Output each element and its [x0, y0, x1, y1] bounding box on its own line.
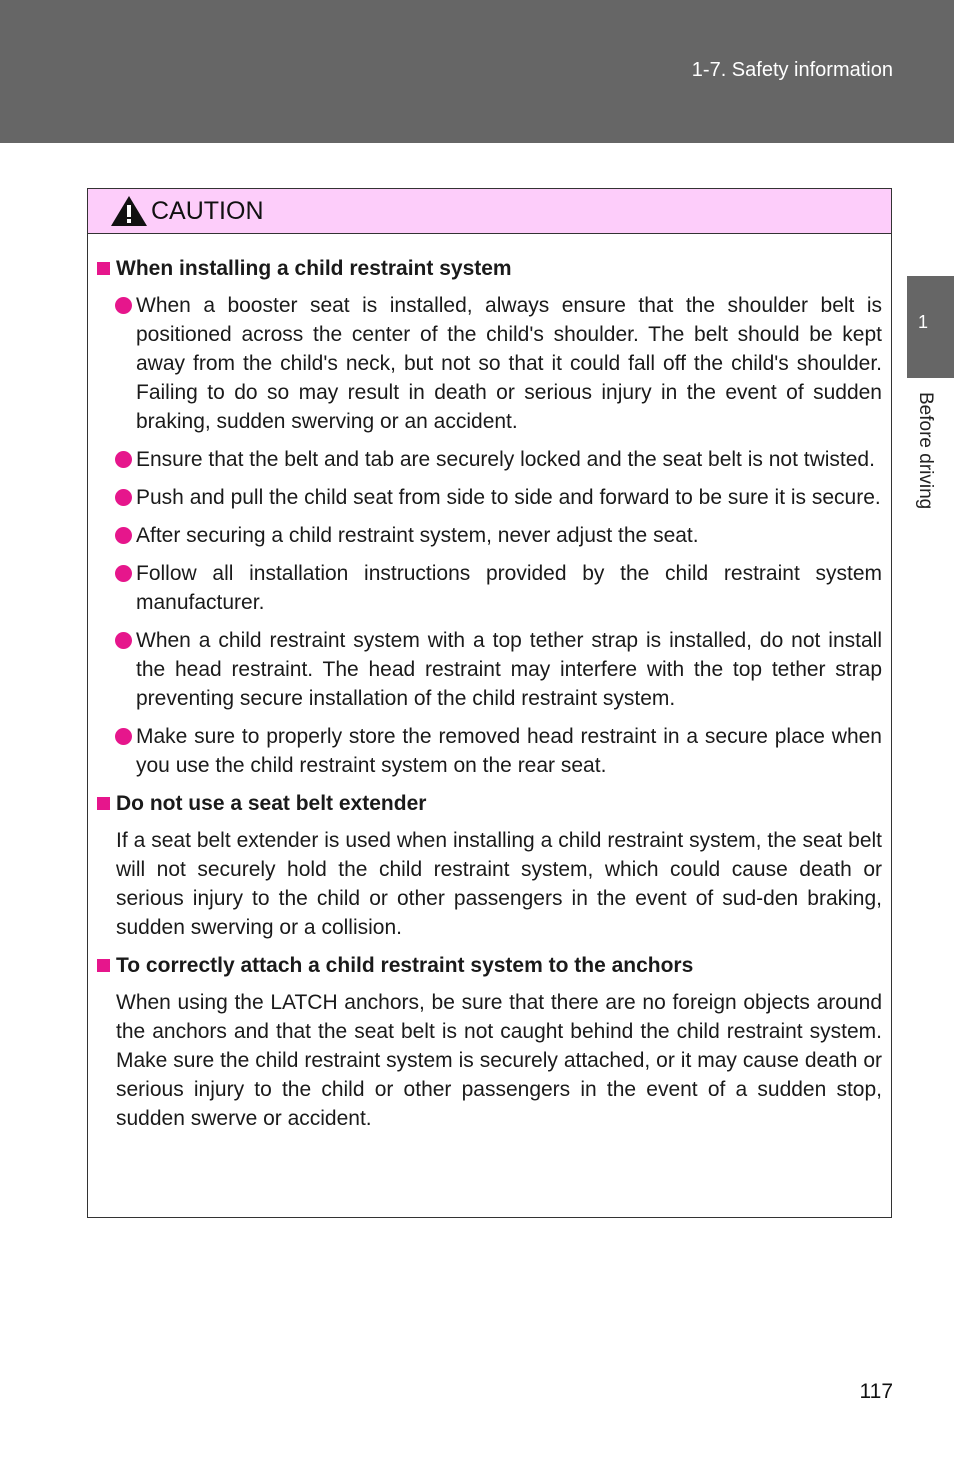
page-header [0, 0, 954, 143]
list-item-text: Make sure to properly store the removed head restraint in a secure place when you use the child restraint system on the rear seat. [136, 725, 882, 777]
chapter-number: 1 [917, 312, 928, 332]
section-heading [97, 789, 882, 818]
page-number: 117 [859, 1380, 893, 1403]
bullet-list [97, 291, 882, 780]
list-item-text: Push and pull the child seat from side to side and forward to be sure it is secure. [136, 486, 881, 509]
circle-bullet-icon [115, 297, 132, 314]
caution-header [88, 189, 891, 234]
list-item [115, 483, 882, 512]
circle-bullet-icon [115, 632, 132, 649]
section-title: 1-7. Safety information [691, 59, 893, 81]
list-item [115, 559, 882, 617]
square-bullet-icon [97, 959, 110, 972]
section-heading-text: When installing a child restraint system [116, 257, 512, 280]
list-item [115, 722, 882, 780]
list-item [115, 445, 882, 474]
section-paragraph: If a seat belt extender is used when installing a child restraint system, the seat belt will not securely hold the child restraint system, which could cause death or serious injury to the child or other passengers in the event of sud-den braking, sudden swerving or a collision. [116, 829, 882, 939]
circle-bullet-icon [115, 527, 132, 544]
square-bullet-icon [97, 262, 110, 275]
section-heading [97, 254, 882, 283]
list-item-text: When a child restraint system with a top tether strap is installed, do not install the head restraint. The head restraint may interfere with the top tether strap preventing secure installation of the child restraint system. [136, 629, 882, 710]
warning-triangle-icon [110, 195, 148, 227]
circle-bullet-icon [115, 565, 132, 582]
square-bullet-icon [97, 797, 110, 810]
circle-bullet-icon [115, 728, 132, 745]
list-item-text: Ensure that the belt and tab are securely locked and the seat belt is not twisted. [136, 448, 875, 471]
caution-body [88, 234, 891, 1133]
section-heading-text: To correctly attach a child restraint system to the anchors [116, 954, 694, 977]
list-item-text: After securing a child restraint system, never adjust the seat. [136, 524, 699, 547]
list-item [115, 626, 882, 713]
list-item [115, 291, 882, 436]
chapter-label: Before driving [915, 392, 936, 510]
chapter-tab [907, 276, 954, 378]
circle-bullet-icon [115, 489, 132, 506]
section-paragraph: When using the LATCH anchors, be sure that there are no foreign objects around the anchors and that the seat belt is not caught behind the child restraint system. Make sure the child restraint system is securely attached, or it may cause death or serious injury to the child or other passengers in the event of a sudden stop, sudden swerve or accident. [116, 991, 882, 1130]
caution-box [87, 188, 892, 1218]
caution-label: CAUTION [151, 196, 264, 225]
list-item [115, 521, 882, 550]
list-item-text: Follow all installation instructions provided by the child restraint system manufacturer. [136, 562, 882, 614]
circle-bullet-icon [115, 451, 132, 468]
section-heading [97, 951, 882, 980]
section-heading-text: Do not use a seat belt extender [116, 792, 427, 815]
list-item-text: When a booster seat is installed, always ensure that the shoulder belt is positioned across the center of the child's shoulder. The belt should be kept away from the child's neck, but not so that it could fall off the child's shoulder. Failing to do so may result in death or serious injury in the event of sudden braking, sudden swerving or an accident. [136, 294, 882, 433]
